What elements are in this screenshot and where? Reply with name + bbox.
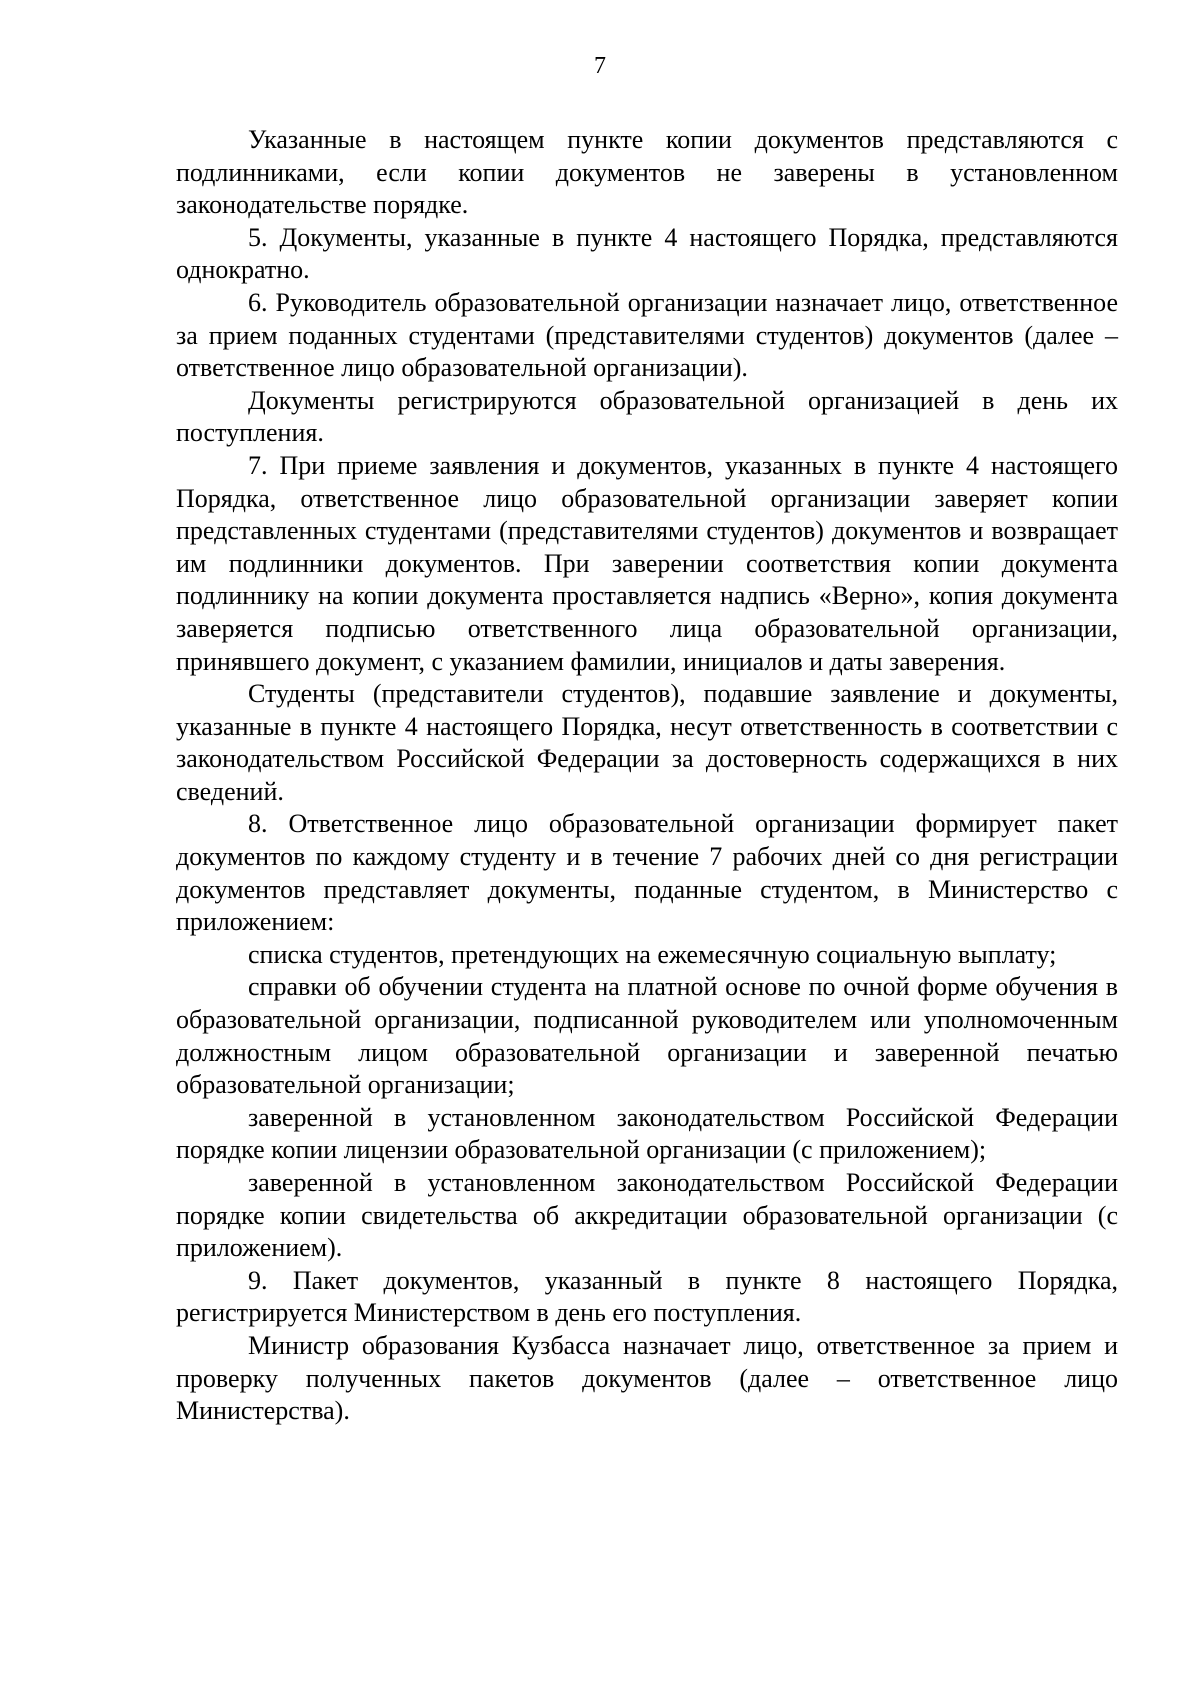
paragraph-item-9: 9. Пакет документов, указанный в пункте 8 настоящего Порядка, регистрируется Министерством в день его поступления.	[176, 1265, 1118, 1328]
paragraph-item-8: 8. Ответственное лицо образовательной организации формирует пакет документов по каждому студенту и в течение 7 рабочих дней со дня регистрации документов представляет документы, поданные студентом, в Министерство с приложением:	[176, 809, 1118, 937]
paragraph-registration: Документы регистрируются образовательной организацией в день их поступления.	[176, 385, 1118, 448]
paragraph-responsibility: Студенты (представители студентов), подавшие заявление и документы, указанные в пункте 4 настоящего Порядка, несут ответственность в соответствии с законодательством Российской Федерации за достоверность содержащихся в них сведений.	[176, 679, 1118, 806]
paragraph-item-7: 7. При приеме заявления и документов, указанных в пункте 4 настоящего Порядка, ответственное лицо образовательной организации заверяет копии представленных студентами (представителями студентов) документов и возвращает им подлинники документов. При заверении соответствия копии документа подлиннику на копии документа проставляется надпись «Верно», копия документа заверяется подписью ответственного лица образовательной организации, принявшего документ, с указанием фамилии, инициалов и даты заверения.	[176, 450, 1118, 676]
paragraph-accreditation-copy: заверенной в установленном законодательством Российской Федерации порядке копии свидетельства об аккредитации образовательной организации (с приложением).	[176, 1168, 1118, 1263]
paragraph-student-list: списка студентов, претендующих на ежемесячную социальную выплату;	[248, 939, 1057, 969]
paragraph-item-5: 5. Документы, указанные в пункте 4 настоящего Порядка, представляются однократно.	[176, 222, 1118, 285]
paragraph-copies-with-originals: Указанные в настоящем пункте копии документов представляются с подлинниками, если копии документов не заверены в установленном законодательстве порядке.	[176, 125, 1118, 220]
document-body	[176, 124, 1118, 1428]
page-number: 7	[594, 53, 606, 79]
paragraph-license-copy: заверенной в установленном законодательством Российской Федерации порядке копии лицензии образовательной организации (с приложением);	[176, 1102, 1118, 1165]
paragraph-study-certificate: справки об обучении студента на платной основе по очной форме обучения в образовательной организации, подписанной руководителем или уполномоченным должностным лицом образовательной организации и заверенной печатью образовательной организации;	[176, 972, 1118, 1100]
paragraph-minister-appoints: Министр образования Кузбасса назначает лицо, ответственное за прием и проверку полученных пакетов документов (далее – ответственное лицо Министерства).	[176, 1330, 1118, 1426]
paragraph-item-6: 6. Руководитель образовательной организации назначает лицо, ответственное за прием поданных студентами (представителями студентов) документов (далее – ответственное лицо образовательной организации).	[176, 287, 1118, 383]
